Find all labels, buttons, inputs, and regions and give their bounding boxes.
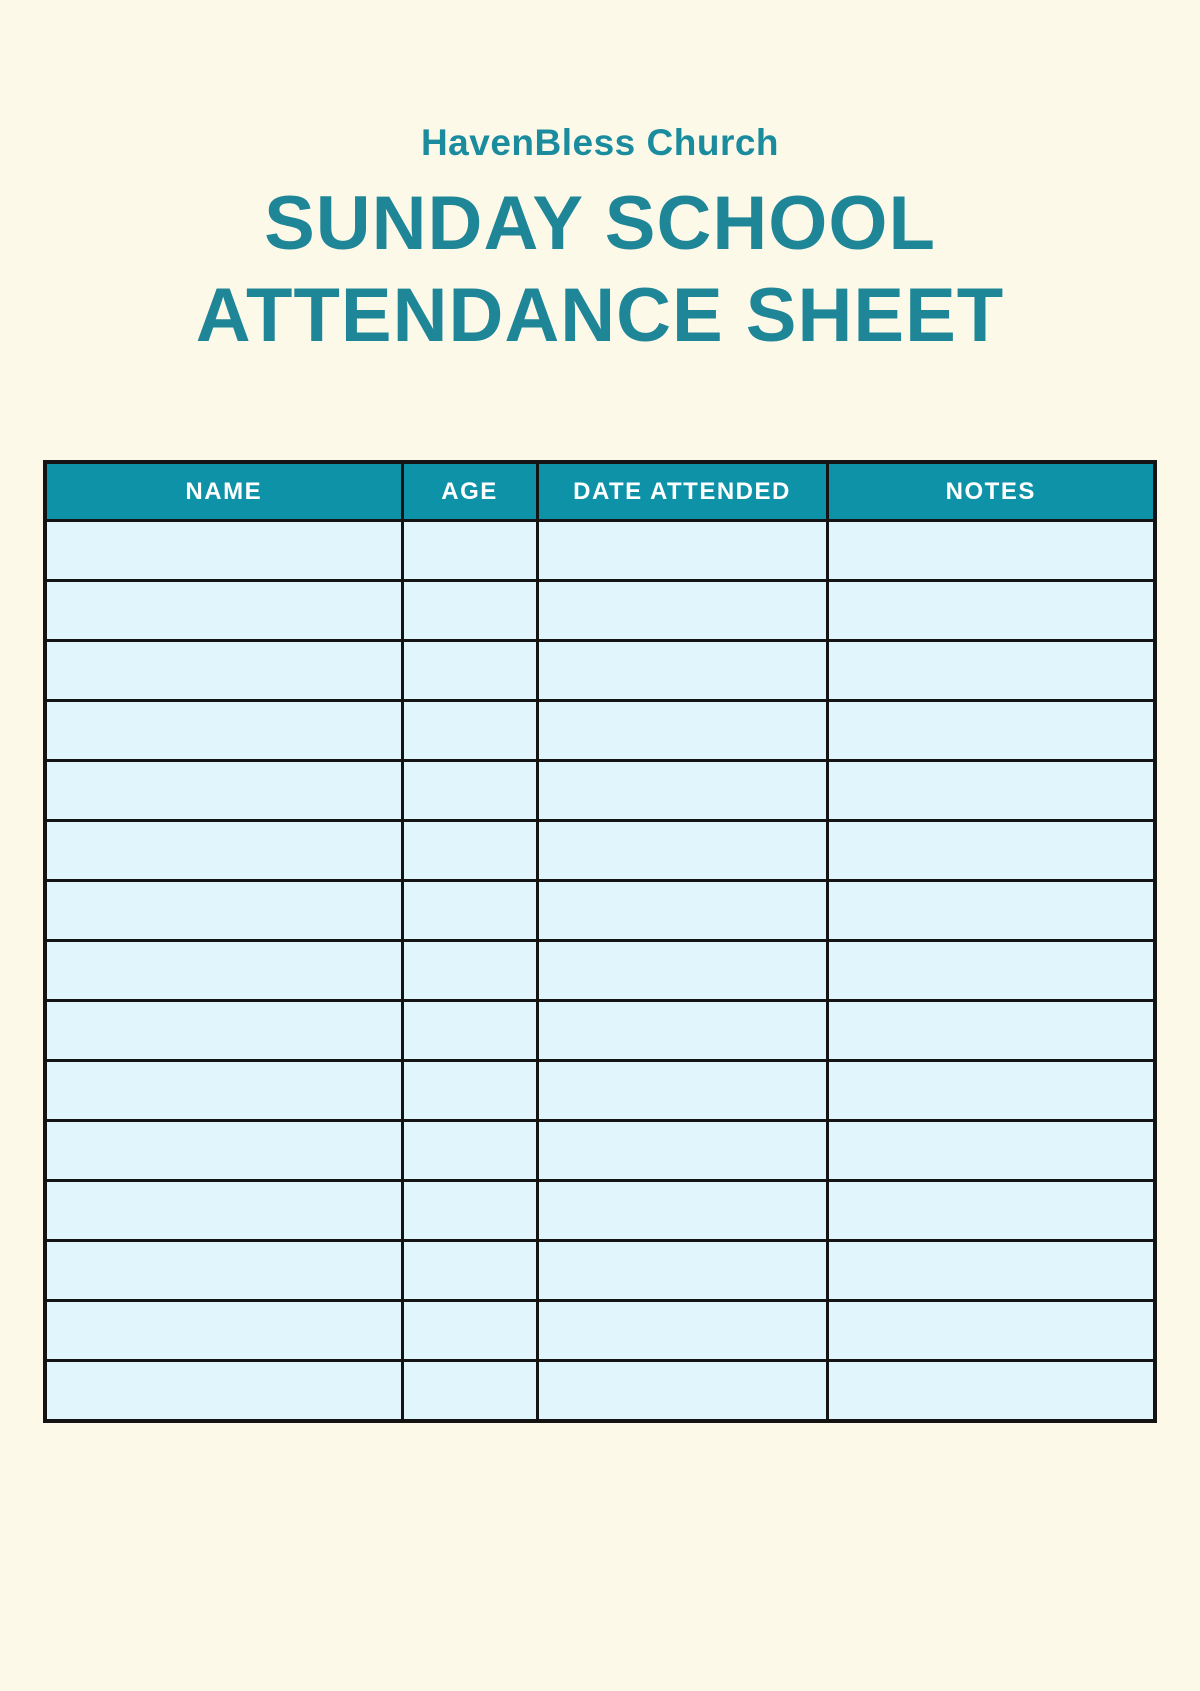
column-header-name: NAME [45,462,402,521]
empty-cell-name [45,941,402,1001]
empty-cell-age [402,521,537,581]
empty-cell-notes [827,701,1155,761]
empty-cell-notes [827,1001,1155,1061]
table-row [45,701,1155,761]
empty-cell-age [402,1241,537,1301]
empty-cell-name [45,821,402,881]
table-row [45,821,1155,881]
empty-cell-notes [827,1061,1155,1121]
empty-cell-name [45,1001,402,1061]
empty-cell-age [402,1301,537,1361]
empty-cell-name [45,1361,402,1421]
empty-cell-date_attended [537,941,827,1001]
empty-cell-name [45,881,402,941]
table-header-row [45,462,1155,521]
empty-cell-date_attended [537,1241,827,1301]
page-title-line-2: ATTENDANCE SHEET [195,272,1005,358]
page-title [0,178,1200,362]
table-row [45,1241,1155,1301]
table-row [45,1301,1155,1361]
empty-cell-date_attended [537,881,827,941]
empty-cell-date_attended [537,1361,827,1421]
table-row [45,521,1155,581]
empty-cell-notes [827,1121,1155,1181]
empty-cell-name [45,701,402,761]
empty-cell-name [45,1061,402,1121]
attendance-table [43,460,1157,1423]
empty-cell-date_attended [537,1001,827,1061]
empty-cell-age [402,1181,537,1241]
empty-cell-name [45,641,402,701]
empty-cell-name [45,581,402,641]
empty-cell-age [402,1001,537,1061]
church-name: HavenBless Church [420,122,780,163]
empty-cell-date_attended [537,1121,827,1181]
table-row [45,941,1155,1001]
empty-cell-notes [827,881,1155,941]
table-row [45,881,1155,941]
empty-cell-notes [827,821,1155,881]
empty-cell-notes [827,581,1155,641]
page-title-line-1: SUNDAY SCHOOL [264,181,936,266]
empty-cell-notes [827,761,1155,821]
table-row [45,641,1155,701]
table-row [45,761,1155,821]
empty-cell-notes [827,1361,1155,1421]
empty-cell-age [402,581,537,641]
column-header-date-attended: DATE ATTENDED [537,462,827,521]
empty-cell-notes [827,941,1155,1001]
empty-cell-age [402,761,537,821]
empty-cell-age [402,1361,537,1421]
empty-cell-date_attended [537,521,827,581]
table-row [45,581,1155,641]
empty-cell-notes [827,1301,1155,1361]
empty-cell-date_attended [537,641,827,701]
empty-cell-age [402,881,537,941]
empty-cell-notes [827,641,1155,701]
empty-cell-notes [827,1181,1155,1241]
empty-cell-name [45,1241,402,1301]
empty-cell-name [45,1121,402,1181]
table-row [45,1061,1155,1121]
empty-cell-age [402,941,537,1001]
empty-cell-date_attended [537,821,827,881]
empty-cell-age [402,821,537,881]
empty-cell-date_attended [537,701,827,761]
empty-cell-age [402,701,537,761]
column-header-notes: NOTES [827,462,1155,521]
empty-cell-date_attended [537,1301,827,1361]
empty-cell-name [45,1181,402,1241]
empty-cell-notes [827,521,1155,581]
empty-cell-name [45,761,402,821]
column-header-age: AGE [402,462,537,521]
empty-cell-name [45,1301,402,1361]
empty-cell-age [402,1121,537,1181]
table-row [45,1181,1155,1241]
empty-cell-name [45,521,402,581]
empty-cell-date_attended [537,1061,827,1121]
table-row [45,1361,1155,1421]
empty-cell-age [402,1061,537,1121]
empty-cell-date_attended [537,581,827,641]
table-row [45,1121,1155,1181]
empty-cell-age [402,641,537,701]
empty-cell-notes [827,1241,1155,1301]
empty-cell-date_attended [537,761,827,821]
table-row [45,1001,1155,1061]
table-body [45,521,1155,1421]
empty-cell-date_attended [537,1181,827,1241]
